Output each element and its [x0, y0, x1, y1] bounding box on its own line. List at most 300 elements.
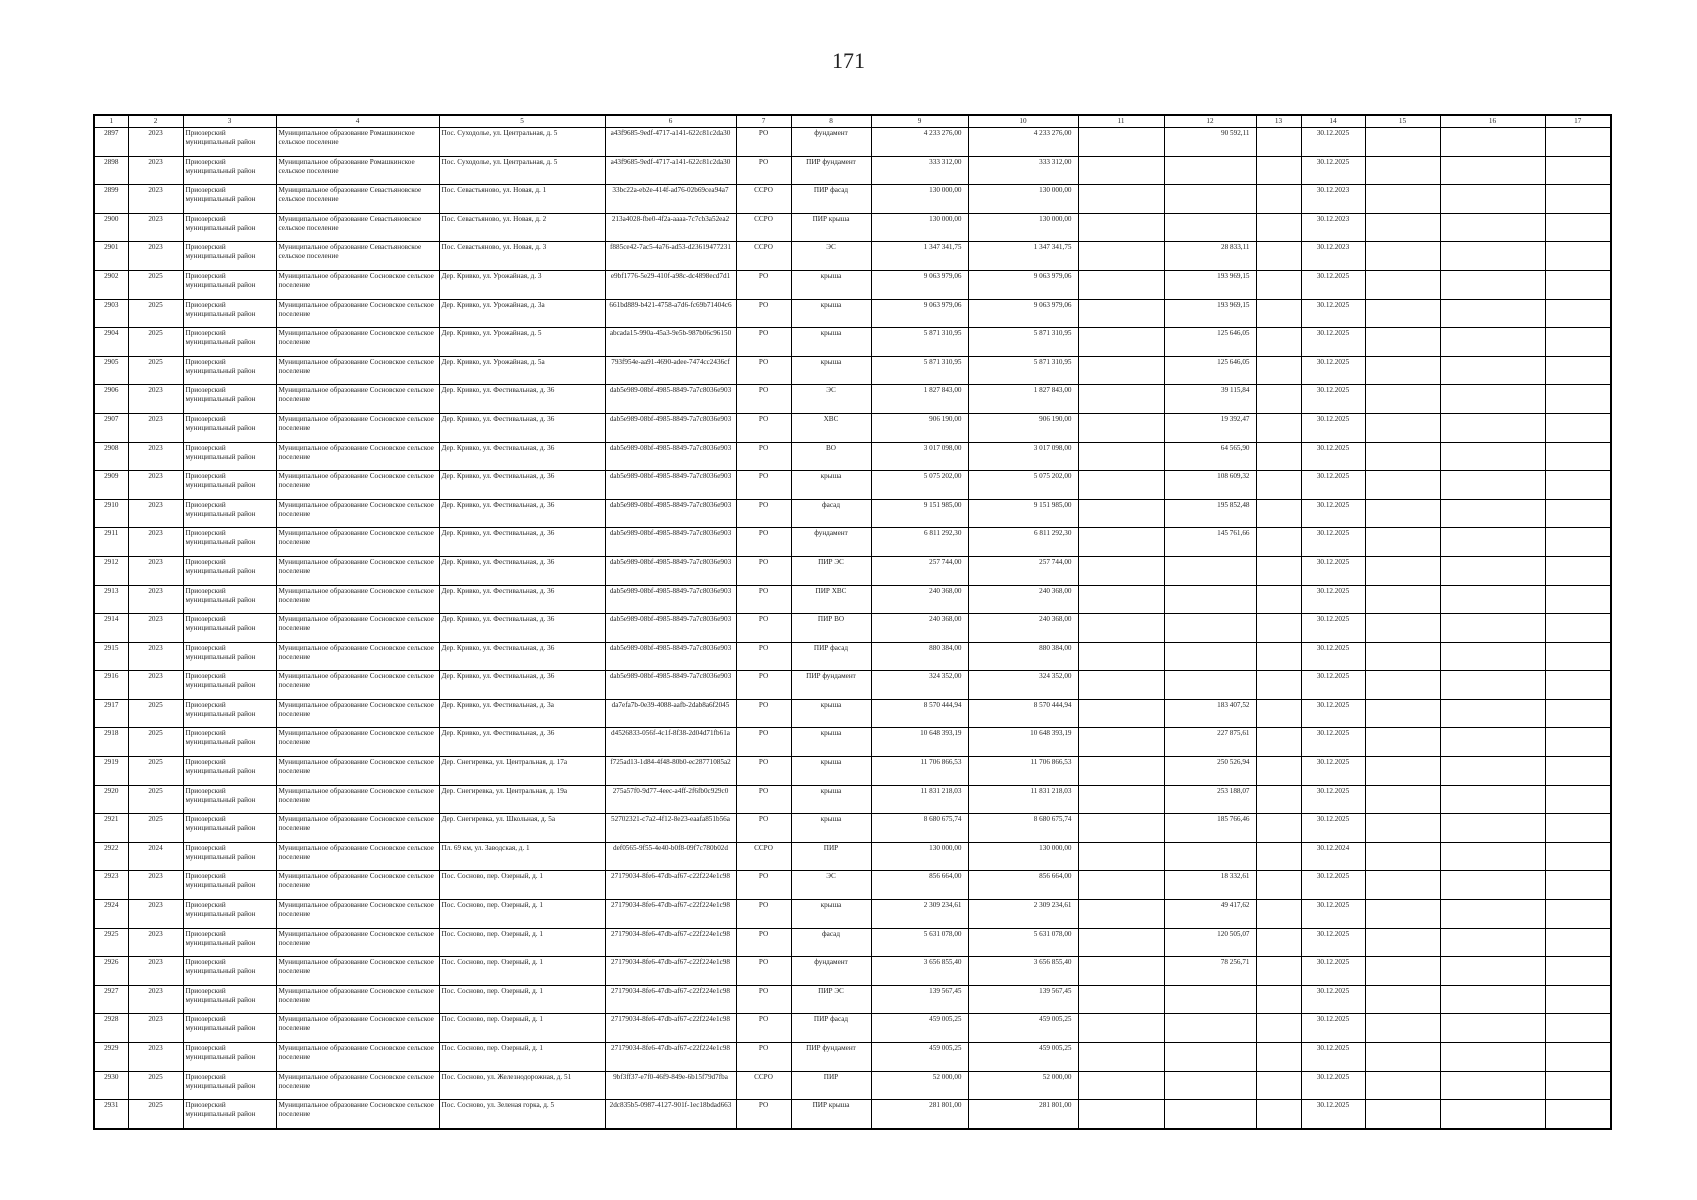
table-cell: Муниципальное образование Сосновское сельское поселение: [276, 1014, 439, 1043]
table-row: [94, 957, 1611, 986]
table-cell: Муниципальное образование Сосновское сельское поселение: [276, 985, 439, 1014]
table-cell: ВО: [791, 442, 871, 471]
table-row: [94, 1014, 1611, 1043]
table-cell: 39 115,84: [1164, 385, 1256, 414]
table-cell: 324 352,00: [871, 671, 968, 700]
table-cell: Приозерский муниципальный район: [183, 642, 276, 671]
table-cell: 49 417,62: [1164, 900, 1256, 929]
table-cell: 2025: [128, 1071, 183, 1100]
table-cell: 30.12.2025: [1301, 585, 1365, 614]
table-cell: 333 312,00: [968, 156, 1078, 185]
table-cell: Приозерский муниципальный район: [183, 699, 276, 728]
table-cell: Дер. Кривко, ул. Фестивальная, д. 36: [439, 471, 605, 500]
table-cell: РО: [736, 270, 791, 299]
table-cell: 19 392,47: [1164, 413, 1256, 442]
table-cell: РО: [736, 528, 791, 557]
table-header: [94, 115, 1611, 128]
table-row: [94, 385, 1611, 414]
table-cell: ПИР: [791, 1071, 871, 1100]
table-cell: РО: [736, 642, 791, 671]
table-cell: Дер. Кривко, ул. Урожайная, д. 5: [439, 328, 605, 357]
table-cell: Муниципальное образование Сосновское сельское поселение: [276, 299, 439, 328]
table-cell: Приозерский муниципальный район: [183, 356, 276, 385]
table-cell: крыша: [791, 699, 871, 728]
table-row: [94, 471, 1611, 500]
table-cell: Муниципальное образование Сосновское сельское поселение: [276, 1071, 439, 1100]
table-row: [94, 528, 1611, 557]
table-cell: фундамент: [791, 528, 871, 557]
table-cell: [1440, 757, 1545, 786]
table-cell: [1545, 328, 1611, 357]
table-cell: [1545, 299, 1611, 328]
table-cell: Приозерский муниципальный район: [183, 614, 276, 643]
table-cell: крыша: [791, 270, 871, 299]
table-cell: РО: [736, 757, 791, 786]
table-cell: Пос. Сосново, пер. Озерный, д. 1: [439, 957, 605, 986]
table-cell: 2025: [128, 699, 183, 728]
table-cell: 2025: [128, 270, 183, 299]
table-cell: 2023: [128, 985, 183, 1014]
table-cell: def0565-9f55-4e40-b0f8-09f7c780b02d: [605, 842, 736, 871]
table-cell: Пос. Сосново, ул. Зеленая горка, д. 5: [439, 1100, 605, 1129]
table-cell: 2910: [94, 499, 128, 528]
page-number: 171: [832, 48, 865, 73]
table-row: [94, 242, 1611, 271]
table-cell: 2 309 234,61: [871, 900, 968, 929]
table-cell: 2023: [128, 1043, 183, 1072]
table-cell: 2897: [94, 128, 128, 157]
table-cell: 11 831 218,03: [871, 785, 968, 814]
table-cell: [1256, 699, 1301, 728]
table-cell: РО: [736, 1100, 791, 1129]
table-row: [94, 985, 1611, 1014]
table-cell: [1164, 671, 1256, 700]
table-cell: [1440, 1100, 1545, 1129]
table-cell: Приозерский муниципальный район: [183, 957, 276, 986]
table-row: [94, 442, 1611, 471]
table-cell: Приозерский муниципальный район: [183, 471, 276, 500]
table-cell: 9 063 979,06: [968, 270, 1078, 299]
table-cell: [1545, 614, 1611, 643]
table-cell: 2919: [94, 757, 128, 786]
table-cell: [1365, 1100, 1440, 1129]
table-cell: 281 801,00: [968, 1100, 1078, 1129]
table-cell: 2911: [94, 528, 128, 557]
table-cell: Приозерский муниципальный район: [183, 328, 276, 357]
table-cell: Муниципальное образование Сосновское сельское поселение: [276, 585, 439, 614]
table-cell: Дер. Снегиревка, ул. Школьная, д. 5а: [439, 814, 605, 843]
table-cell: Приозерский муниципальный район: [183, 785, 276, 814]
table-cell: [1078, 328, 1164, 357]
table-cell: [1440, 385, 1545, 414]
table-cell: [1365, 785, 1440, 814]
table-cell: 2904: [94, 328, 128, 357]
table-cell: 2023: [128, 556, 183, 585]
table-cell: 2023: [128, 871, 183, 900]
table-cell: [1440, 328, 1545, 357]
table-cell: 195 852,48: [1164, 499, 1256, 528]
table-cell: 2023: [128, 900, 183, 929]
table-cell: Муниципальное образование Ромашкинское сельское поселение: [276, 156, 439, 185]
table-cell: [1365, 642, 1440, 671]
table-cell: 5 075 202,00: [968, 471, 1078, 500]
table-cell: [1545, 213, 1611, 242]
table-cell: Пос. Сосново, пер. Озерный, д. 1: [439, 1043, 605, 1072]
table-row: [94, 128, 1611, 157]
table-cell: 5 871 310,95: [968, 328, 1078, 357]
table-cell: [1440, 413, 1545, 442]
table-cell: 5 871 310,95: [871, 356, 968, 385]
table-cell: ПИР ХВС: [791, 585, 871, 614]
table-cell: [1440, 985, 1545, 1014]
table-cell: [1440, 156, 1545, 185]
table-cell: 1 827 843,00: [871, 385, 968, 414]
table-cell: [1078, 385, 1164, 414]
table-row: [94, 728, 1611, 757]
table-cell: Пос. Сосново, пер. Озерный, д. 1: [439, 900, 605, 929]
column-header: 3: [183, 115, 276, 128]
table-cell: 906 190,00: [968, 413, 1078, 442]
table-cell: Приозерский муниципальный район: [183, 385, 276, 414]
table-cell: ПИР фасад: [791, 642, 871, 671]
table-cell: ХВС: [791, 413, 871, 442]
table-cell: РО: [736, 985, 791, 1014]
table-cell: Муниципальное образование Сосновское сельское поселение: [276, 385, 439, 414]
table-cell: РО: [736, 413, 791, 442]
table-cell: [1078, 614, 1164, 643]
table-cell: Дер. Кривко, ул. Фестивальная, д. 36: [439, 642, 605, 671]
table-cell: Муниципальное образование Сосновское сельское поселение: [276, 442, 439, 471]
table-cell: [1078, 757, 1164, 786]
table-cell: Дер. Кривко, ул. Фестивальная, д. 36: [439, 413, 605, 442]
table-cell: [1365, 556, 1440, 585]
table-cell: 30.12.2025: [1301, 900, 1365, 929]
table-cell: [1256, 270, 1301, 299]
table-cell: фундамент: [791, 957, 871, 986]
table-row: [94, 585, 1611, 614]
table-cell: [1545, 242, 1611, 271]
table-cell: 52702321-c7a2-4f12-8e23-eaafa851b56a: [605, 814, 736, 843]
table-cell: ПИР ЭС: [791, 556, 871, 585]
table-cell: Приозерский муниципальный район: [183, 842, 276, 871]
table-cell: Пл. 69 км, ул. Заводская, д. 1: [439, 842, 605, 871]
table-cell: [1545, 1100, 1611, 1129]
table-row: [94, 1043, 1611, 1072]
table-cell: 185 766,46: [1164, 814, 1256, 843]
table-cell: 193 969,15: [1164, 299, 1256, 328]
table-cell: 257 744,00: [871, 556, 968, 585]
table-cell: [1078, 1043, 1164, 1072]
table-cell: фасад: [791, 928, 871, 957]
column-header: 13: [1256, 115, 1301, 128]
table-cell: dab5e989-08bf-4985-8849-7a7c8036e903: [605, 499, 736, 528]
table-cell: фундамент: [791, 128, 871, 157]
table-row: [94, 842, 1611, 871]
table-row: [94, 356, 1611, 385]
table-cell: Пос. Суходолье, ул. Центральная, д. 5: [439, 156, 605, 185]
table-cell: a43f9685-9edf-4717-a141-622c81c2da30: [605, 156, 736, 185]
table-cell: РО: [736, 156, 791, 185]
table-cell: [1256, 728, 1301, 757]
table-cell: Муниципальное образование Сосновское сельское поселение: [276, 270, 439, 299]
table-cell: 2901: [94, 242, 128, 271]
table-cell: РО: [736, 614, 791, 643]
table-cell: 27179034-8fe6-47db-af67-c22f224e1c98: [605, 1014, 736, 1043]
table-cell: dab5e989-08bf-4985-8849-7a7c8036e903: [605, 385, 736, 414]
table-cell: ССРО: [736, 242, 791, 271]
table-cell: [1440, 785, 1545, 814]
table-cell: 30.12.2025: [1301, 871, 1365, 900]
table-cell: 2023: [128, 185, 183, 214]
table-cell: [1256, 128, 1301, 157]
table-cell: [1164, 185, 1256, 214]
table-cell: 30.12.2025: [1301, 728, 1365, 757]
table-cell: [1256, 328, 1301, 357]
table-cell: Приозерский муниципальный район: [183, 671, 276, 700]
table-cell: ЭС: [791, 871, 871, 900]
table-cell: 8 570 444,94: [871, 699, 968, 728]
table-cell: d4526833-056f-4c1f-8f38-2d04d71fb61a: [605, 728, 736, 757]
table-cell: [1545, 528, 1611, 557]
table-cell: Дер. Кривко, ул. Урожайная, д. 3а: [439, 299, 605, 328]
table-cell: Муниципальное образование Сосновское сельское поселение: [276, 842, 439, 871]
table-cell: 2924: [94, 900, 128, 929]
table-cell: 2023: [128, 385, 183, 414]
table-cell: Муниципальное образование Сосновское сельское поселение: [276, 699, 439, 728]
column-header: 9: [871, 115, 968, 128]
table-cell: 27179034-8fe6-47db-af67-c22f224e1c98: [605, 928, 736, 957]
table-cell: Пос. Севастьяново, ул. Новая, д. 1: [439, 185, 605, 214]
table-cell: [1365, 585, 1440, 614]
table-cell: [1545, 499, 1611, 528]
table-cell: 2902: [94, 270, 128, 299]
table-cell: 30.12.2025: [1301, 699, 1365, 728]
table-cell: 2915: [94, 642, 128, 671]
table-cell: 281 801,00: [871, 1100, 968, 1129]
table-cell: [1440, 642, 1545, 671]
table-cell: 2909: [94, 471, 128, 500]
table-cell: 125 646,05: [1164, 356, 1256, 385]
table-cell: [1365, 757, 1440, 786]
table-cell: [1078, 671, 1164, 700]
table-cell: ЭС: [791, 385, 871, 414]
table-cell: Муниципальное образование Сосновское сельское поселение: [276, 671, 439, 700]
table-cell: [1365, 900, 1440, 929]
table-cell: 2023: [128, 442, 183, 471]
table-cell: Приозерский муниципальный район: [183, 1100, 276, 1129]
table-cell: [1078, 556, 1164, 585]
table-cell: [1256, 1014, 1301, 1043]
table-cell: Приозерский муниципальный район: [183, 1043, 276, 1072]
table-cell: Муниципальное образование Сосновское сельское поселение: [276, 356, 439, 385]
table-cell: Муниципальное образование Севастьяновское сельское поселение: [276, 213, 439, 242]
table-cell: [1365, 1071, 1440, 1100]
table-row: [94, 928, 1611, 957]
table-cell: РО: [736, 556, 791, 585]
table-cell: Муниципальное образование Сосновское сельское поселение: [276, 1100, 439, 1129]
table-cell: [1440, 270, 1545, 299]
table-cell: 2926: [94, 957, 128, 986]
table-row: [94, 671, 1611, 700]
table-cell: Муниципальное образование Сосновское сельское поселение: [276, 471, 439, 500]
table-cell: [1078, 1071, 1164, 1100]
table-cell: 90 592,11: [1164, 128, 1256, 157]
table-cell: 2928: [94, 1014, 128, 1043]
table-cell: [1545, 699, 1611, 728]
table-cell: 2023: [128, 957, 183, 986]
table-cell: [1256, 1071, 1301, 1100]
table-cell: [1078, 1014, 1164, 1043]
table-cell: [1078, 957, 1164, 986]
table-cell: 9 151 985,00: [871, 499, 968, 528]
table-cell: 2025: [128, 757, 183, 786]
table-cell: РО: [736, 299, 791, 328]
table-cell: ПИР: [791, 842, 871, 871]
table-cell: 2899: [94, 185, 128, 214]
table-cell: [1545, 728, 1611, 757]
table-cell: [1078, 128, 1164, 157]
table-cell: e9bf1776-5e29-410f-a98c-dc4898ecd7d1: [605, 270, 736, 299]
table-cell: [1365, 213, 1440, 242]
table-cell: Приозерский муниципальный район: [183, 413, 276, 442]
table-cell: 2905: [94, 356, 128, 385]
table-cell: 906 190,00: [871, 413, 968, 442]
table-cell: [1365, 928, 1440, 957]
table-cell: 2920: [94, 785, 128, 814]
table-cell: [1545, 928, 1611, 957]
table-cell: [1256, 156, 1301, 185]
table-cell: [1365, 299, 1440, 328]
column-header: 12: [1164, 115, 1256, 128]
table-cell: ССРО: [736, 213, 791, 242]
table-cell: 108 609,32: [1164, 471, 1256, 500]
table-cell: ССРО: [736, 185, 791, 214]
table-cell: 213a4028-fbe0-4f2a-aaaa-7c7cb3a52ea2: [605, 213, 736, 242]
table-cell: Муниципальное образование Сосновское сельское поселение: [276, 814, 439, 843]
table-cell: 2023: [128, 213, 183, 242]
table-cell: [1078, 928, 1164, 957]
table-cell: Муниципальное образование Сосновское сельское поселение: [276, 900, 439, 929]
table-cell: [1545, 413, 1611, 442]
table-cell: [1440, 871, 1545, 900]
table-cell: 11 831 218,03: [968, 785, 1078, 814]
table-cell: 30.12.2024: [1301, 842, 1365, 871]
table-cell: [1078, 413, 1164, 442]
table-cell: [1545, 871, 1611, 900]
table-cell: 5 631 078,00: [968, 928, 1078, 957]
table-cell: [1545, 585, 1611, 614]
table-cell: [1365, 871, 1440, 900]
table-cell: [1545, 1043, 1611, 1072]
column-header: 7: [736, 115, 791, 128]
table-cell: 52 000,00: [968, 1071, 1078, 1100]
table-cell: [1545, 757, 1611, 786]
table-cell: 2023: [128, 1014, 183, 1043]
table-cell: Приозерский муниципальный район: [183, 213, 276, 242]
table-cell: [1365, 442, 1440, 471]
table-cell: Муниципальное образование Сосновское сельское поселение: [276, 328, 439, 357]
table-cell: Муниципальное образование Сосновское сельское поселение: [276, 928, 439, 957]
table-cell: [1440, 442, 1545, 471]
table-cell: 64 565,90: [1164, 442, 1256, 471]
table-cell: [1365, 413, 1440, 442]
table-row: [94, 871, 1611, 900]
table-cell: [1440, 728, 1545, 757]
table-cell: Пос. Севастьяново, ул. Новая, д. 2: [439, 213, 605, 242]
table-cell: крыша: [791, 299, 871, 328]
table-cell: [1256, 900, 1301, 929]
table-cell: [1440, 900, 1545, 929]
table-cell: [1256, 785, 1301, 814]
table-cell: Муниципальное образование Севастьяновское сельское поселение: [276, 185, 439, 214]
table-cell: [1440, 299, 1545, 328]
table-cell: Дер. Снегиревка, ул. Центральная, д. 17а: [439, 757, 605, 786]
table-cell: [1164, 1071, 1256, 1100]
table-cell: [1365, 985, 1440, 1014]
table-cell: [1440, 1071, 1545, 1100]
table-cell: 4 233 276,00: [871, 128, 968, 157]
table-cell: 30.12.2025: [1301, 614, 1365, 643]
table-cell: ПИР крыша: [791, 213, 871, 242]
table-cell: 183 407,52: [1164, 699, 1256, 728]
table-cell: 459 005,25: [968, 1043, 1078, 1072]
table-cell: 880 384,00: [871, 642, 968, 671]
table-cell: Дер. Кривко, ул. Фестивальная, д. 36: [439, 528, 605, 557]
table-cell: 793f954e-aa91-4690-adee-7474cc2436cf: [605, 356, 736, 385]
table-cell: Дер. Кривко, ул. Фестивальная, д. 36: [439, 556, 605, 585]
table-cell: Приозерский муниципальный район: [183, 1071, 276, 1100]
table-cell: 240 368,00: [968, 614, 1078, 643]
table-cell: Дер. Кривко, ул. Фестивальная, д. 36: [439, 442, 605, 471]
table-cell: 33bc22a-eb2e-414f-ad76-02b69cea94a7: [605, 185, 736, 214]
table-cell: Приозерский муниципальный район: [183, 270, 276, 299]
table-cell: 2023: [128, 614, 183, 643]
table-cell: крыша: [791, 471, 871, 500]
table-cell: 30.12.2025: [1301, 328, 1365, 357]
table-cell: 2025: [128, 785, 183, 814]
table-cell: Пос. Сосново, пер. Озерный, д. 1: [439, 1014, 605, 1043]
table-cell: 2025: [128, 328, 183, 357]
table-cell: dab5e989-08bf-4985-8849-7a7c8036e903: [605, 442, 736, 471]
table-cell: [1078, 842, 1164, 871]
table-cell: [1078, 213, 1164, 242]
table-cell: 3 656 855,40: [871, 957, 968, 986]
table-cell: 2908: [94, 442, 128, 471]
table-row: [94, 699, 1611, 728]
table-cell: Дер. Кривко, ул. Урожайная, д. 3: [439, 270, 605, 299]
table-cell: 52 000,00: [871, 1071, 968, 1100]
table-cell: [1365, 185, 1440, 214]
table-cell: dab5e989-08bf-4985-8849-7a7c8036e903: [605, 413, 736, 442]
table-cell: 2023: [128, 242, 183, 271]
table-cell: 30.12.2025: [1301, 528, 1365, 557]
table-cell: [1256, 556, 1301, 585]
table-cell: 2912: [94, 556, 128, 585]
table-cell: 2023: [128, 671, 183, 700]
table-cell: 1 347 341,75: [968, 242, 1078, 271]
table-cell: Пос. Севастьяново, ул. Новая, д. 3: [439, 242, 605, 271]
table-row: [94, 156, 1611, 185]
table-cell: Дер. Кривко, ул. Фестивальная, д. 36: [439, 499, 605, 528]
table-cell: 459 005,25: [871, 1014, 968, 1043]
table-cell: [1365, 499, 1440, 528]
table-cell: ПИР фасад: [791, 185, 871, 214]
table-cell: 2 309 234,61: [968, 900, 1078, 929]
table-cell: 130 000,00: [871, 213, 968, 242]
table-cell: 30.12.2025: [1301, 757, 1365, 786]
table-cell: [1365, 699, 1440, 728]
table-cell: [1545, 671, 1611, 700]
